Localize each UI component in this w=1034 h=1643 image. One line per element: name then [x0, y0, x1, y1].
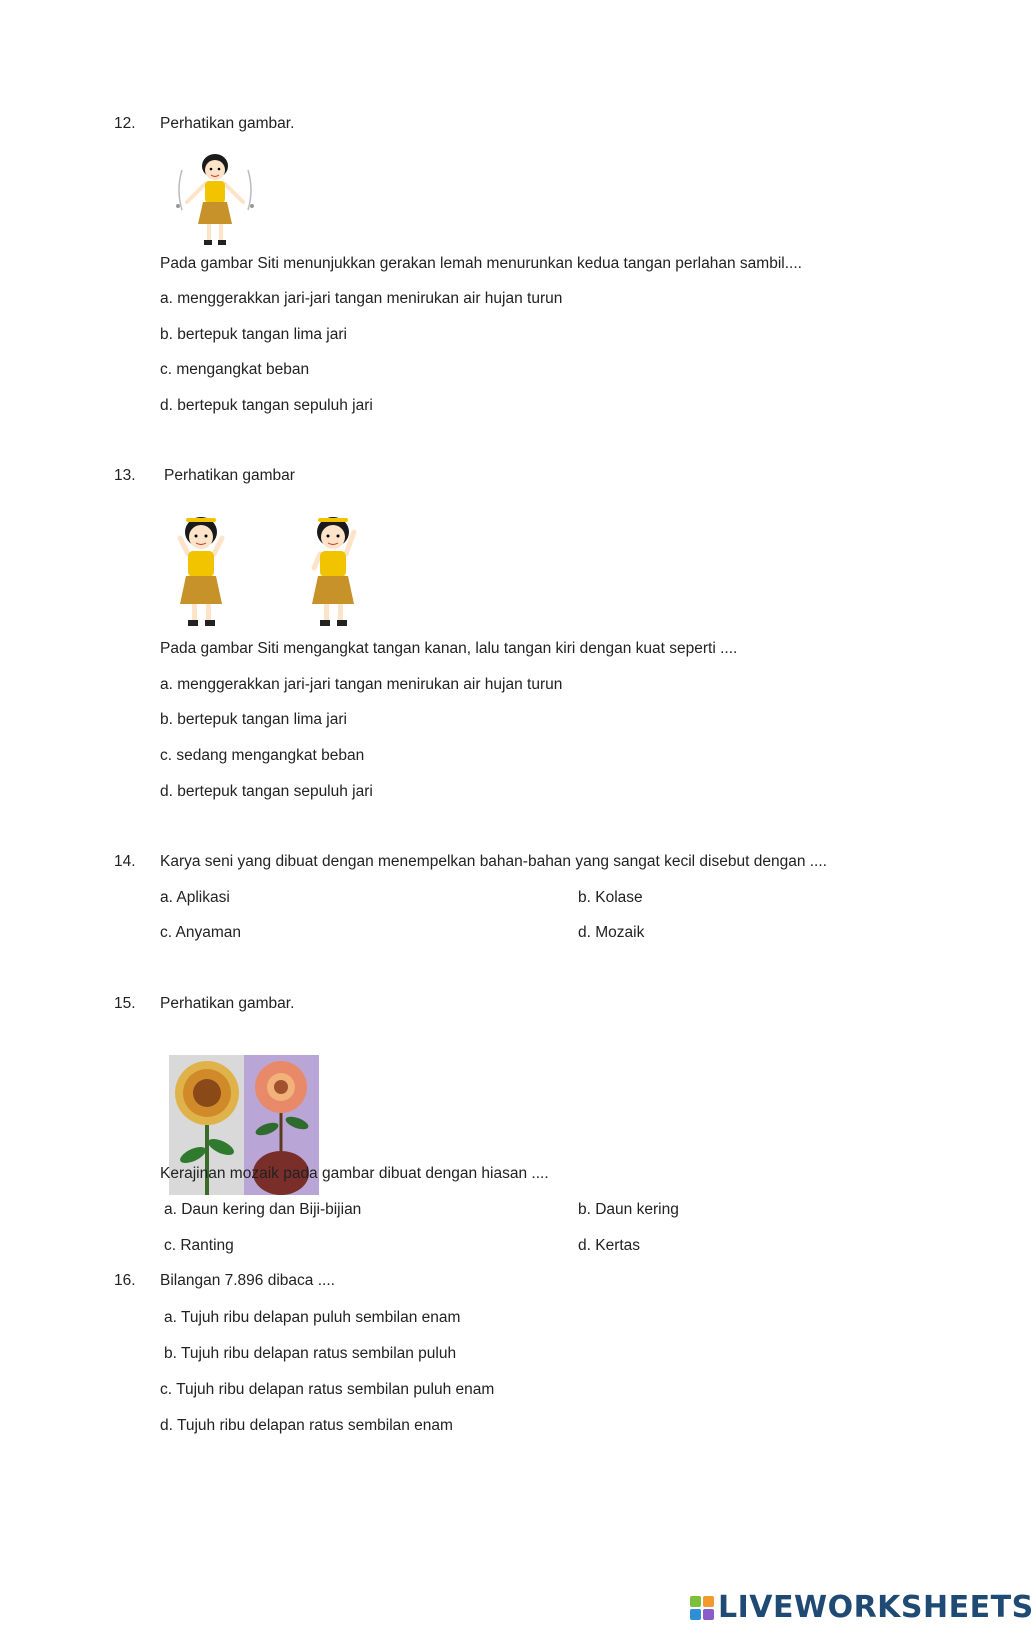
brand-name: LIVEWORKSHEETS [718, 1590, 1034, 1625]
q16-option-a[interactable]: a. Tujuh ribu delapan puluh sembilan enam [164, 1309, 461, 1326]
q16-option-d[interactable]: d. Tujuh ribu delapan ratus sembilan enam [160, 1417, 453, 1434]
q13-girl-right-illustration [300, 512, 366, 630]
q14-option-d[interactable]: d. Mozaik [578, 924, 645, 941]
q13-stem: Pada gambar Siti mengangkat tangan kanan, lalu tangan kiri dengan kuat seperti .... [160, 640, 738, 657]
q14-option-c[interactable]: c. Anyaman [160, 924, 241, 941]
q13-option-a[interactable]: a. menggerakkan jari-jari tangan menirukan air hujan turun [160, 676, 563, 693]
q14-option-b[interactable]: b. Kolase [578, 889, 643, 906]
q13-prompt: Perhatikan gambar [164, 467, 295, 484]
q16-option-b[interactable]: b. Tujuh ribu delapan ratus sembilan puluh [164, 1345, 457, 1362]
q12-option-a[interactable]: a. menggerakkan jari-jari tangan menirukan air hujan turun [160, 290, 563, 307]
q12-option-d[interactable]: d. bertepuk tangan sepuluh jari [160, 397, 373, 414]
q13-option-d[interactable]: d. bertepuk tangan sepuluh jari [160, 783, 373, 800]
q12-option-c[interactable]: c. mengangkat beban [160, 361, 310, 378]
q12-number: 12. [114, 115, 136, 132]
q13-option-c[interactable]: c. sedang mengangkat beban [160, 747, 365, 764]
q16-option-c[interactable]: c. Tujuh ribu delapan ratus sembilan puluh enam [160, 1381, 495, 1398]
q15-option-c[interactable]: c. Ranting [164, 1237, 234, 1254]
q15-option-a[interactable]: a. Daun kering dan Biji-bijian [164, 1201, 362, 1218]
q12-option-b[interactable]: b. bertepuk tangan lima jari [160, 326, 347, 343]
q13-girl-left-illustration [168, 512, 234, 630]
q13-number: 13. [114, 467, 136, 484]
q15-number: 15. [114, 995, 136, 1012]
q16-number: 16. [114, 1272, 136, 1289]
q14-option-a[interactable]: a. Aplikasi [160, 889, 230, 906]
q14-prompt: Karya seni yang dibuat dengan menempelkan bahan-bahan yang sangat kecil disebut dengan .... [160, 853, 827, 870]
q15-prompt: Perhatikan gambar. [160, 995, 295, 1012]
q15-stem: Kerajinan mozaik pada gambar dibuat dengan hiasan .... [160, 1165, 549, 1182]
q12-prompt: Perhatikan gambar. [160, 115, 295, 132]
q13-option-b[interactable]: b. bertepuk tangan lima jari [160, 711, 347, 728]
q15-option-d[interactable]: d. Kertas [578, 1237, 641, 1254]
q12-stem: Pada gambar Siti menunjukkan gerakan lemah menurunkan kedua tangan perlahan sambil.... [160, 255, 802, 272]
q12-girl-illustration [172, 150, 258, 250]
q15-option-b[interactable]: b. Daun kering [578, 1201, 679, 1218]
liveworksheets-mark-icon [690, 1596, 714, 1620]
q16-prompt: Bilangan 7.896 dibaca .... [160, 1272, 335, 1289]
q14-number: 14. [114, 853, 136, 870]
liveworksheets-logo [690, 1590, 1034, 1626]
